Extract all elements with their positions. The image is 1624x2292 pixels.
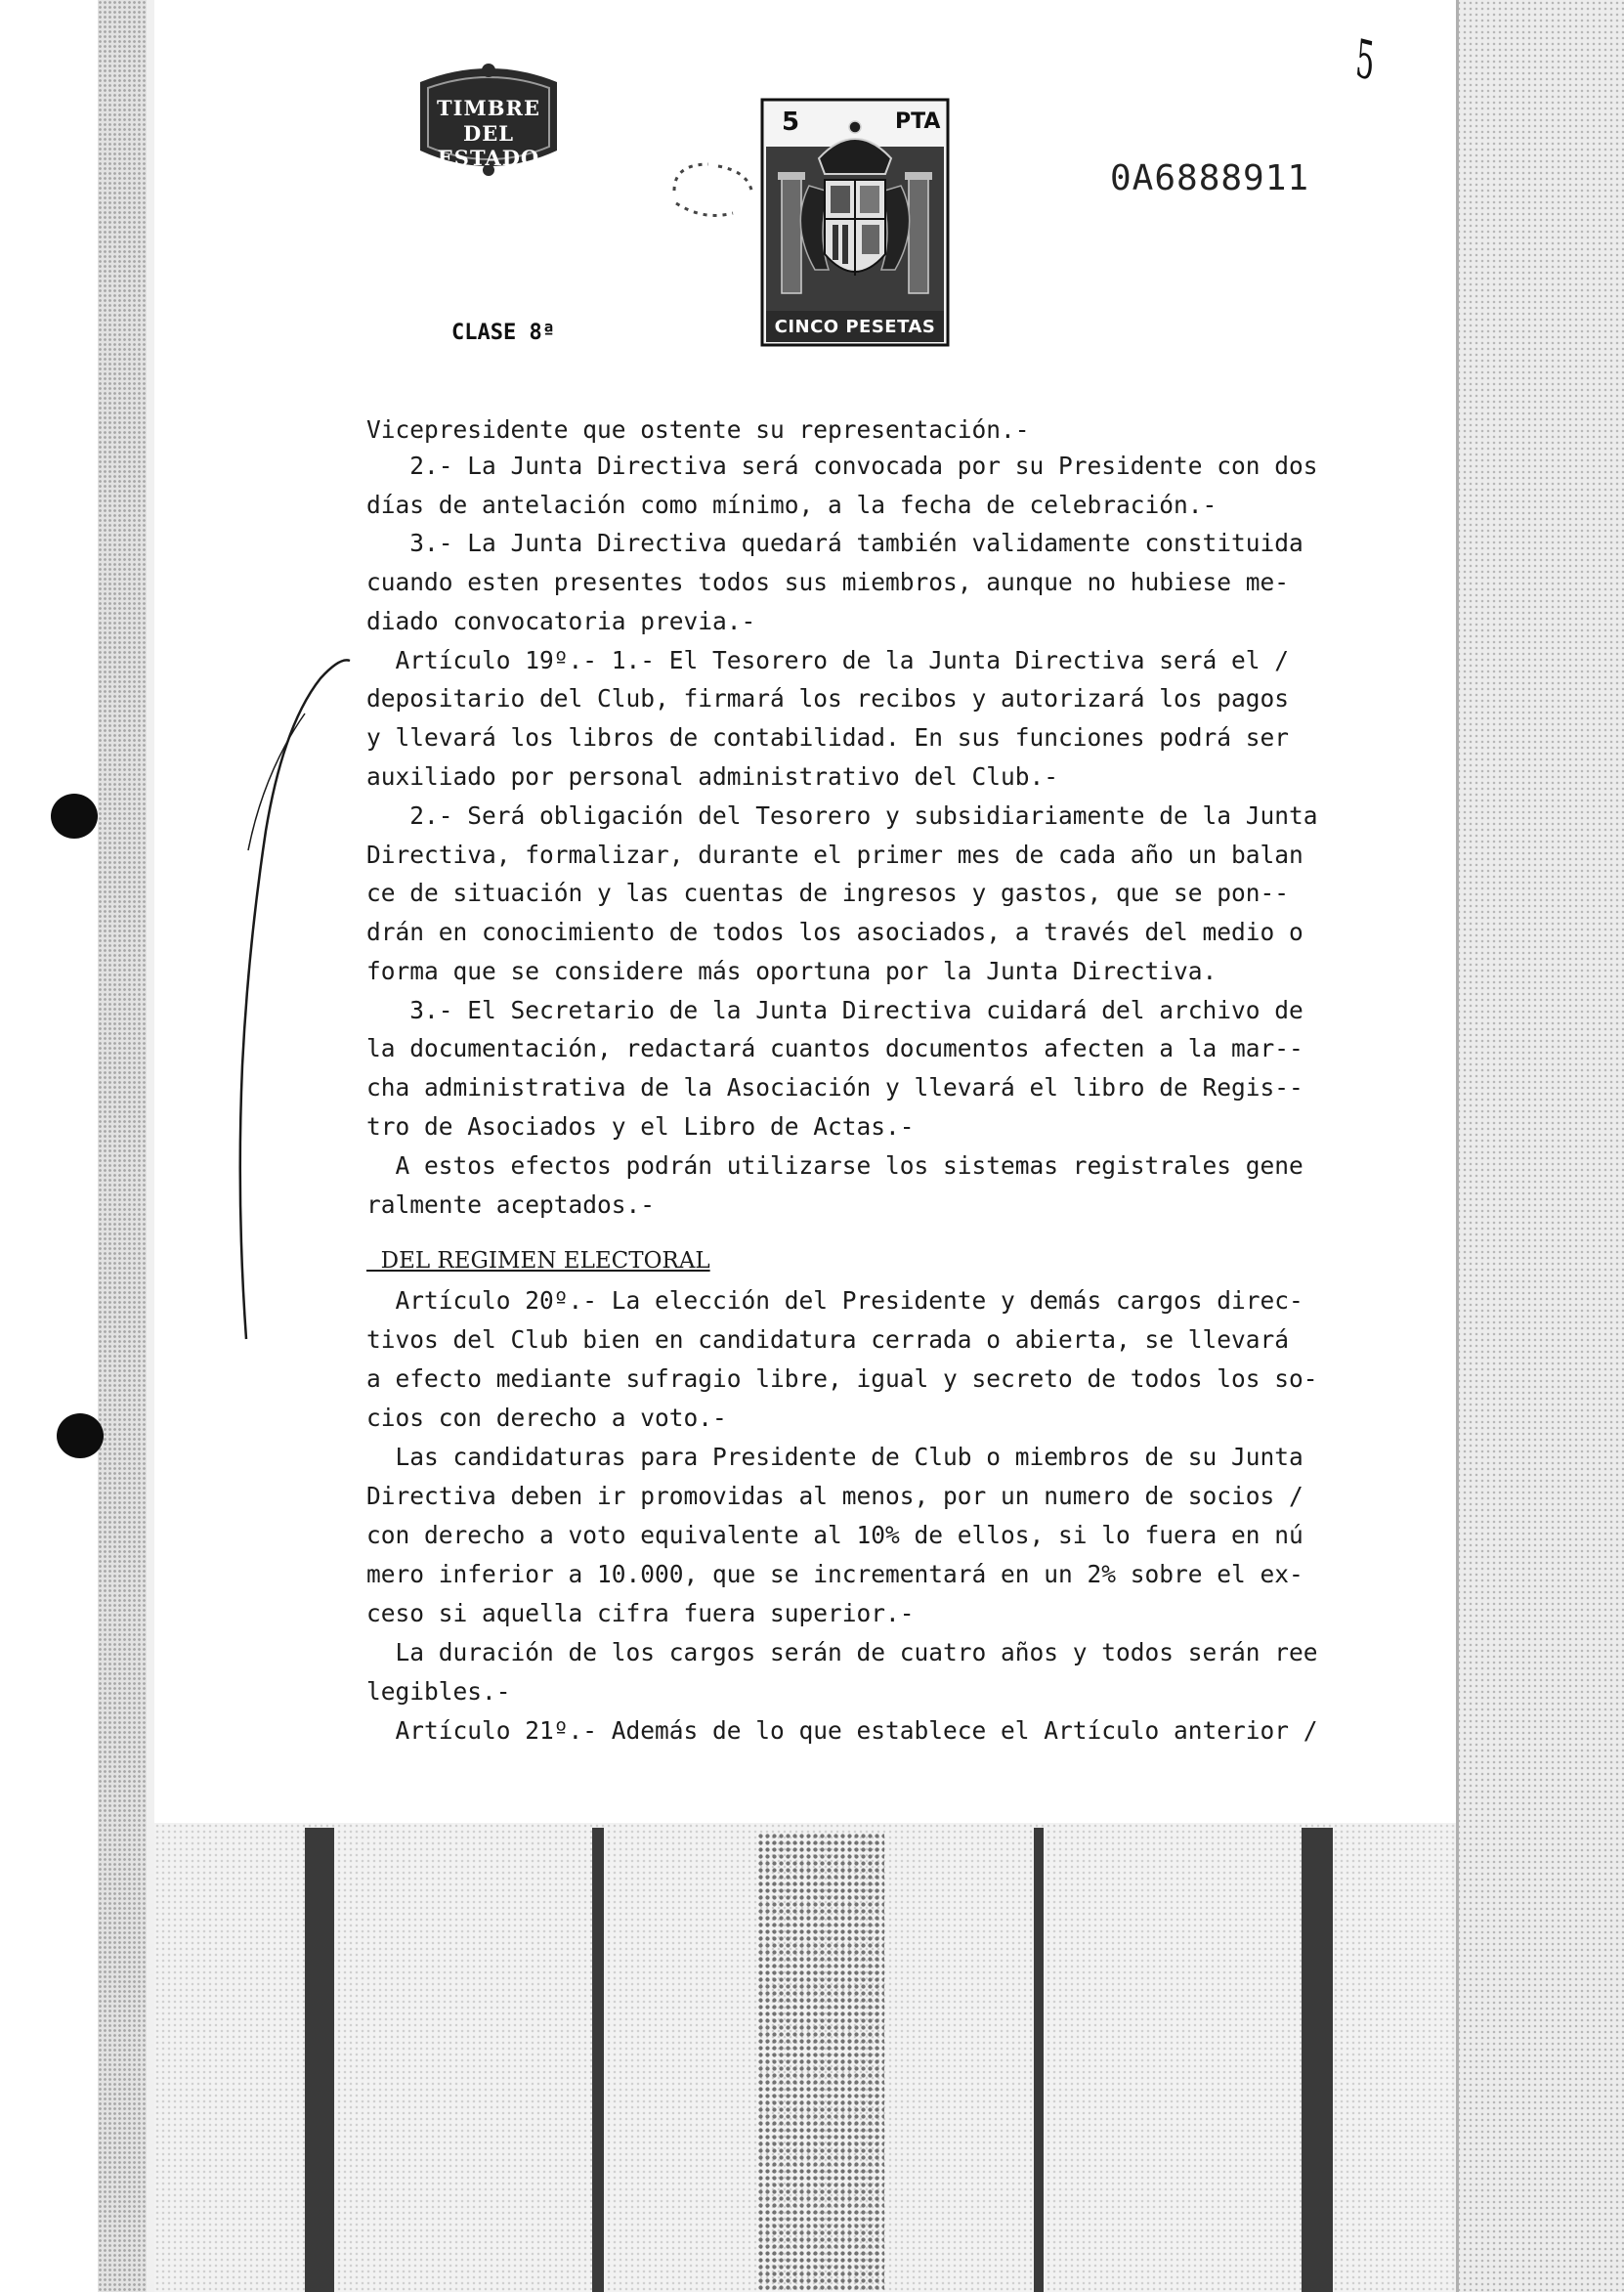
scan-bottom-pattern (757, 1833, 884, 2292)
scan-bottom-bar (592, 1828, 604, 2292)
clase-label: CLASE 8ª (451, 321, 555, 345)
text-line: depositario del Club, firmará los recibos y autorizará los pagos (366, 684, 1290, 713)
text-line: Vicepresidente que ostente su representación.- (366, 415, 1030, 444)
text-line: Artículo 21º.- Además de lo que establece el Artículo anterior / (366, 1716, 1318, 1745)
scan-bottom-bar (1302, 1828, 1333, 2292)
text-line: drán en conocimiento de todos los asociados, a través del medio o (366, 918, 1303, 946)
punch-hole-icon (51, 794, 98, 839)
text-line: cuando esten presentes todos sus miembros, aunque no hubiese me- (366, 568, 1290, 596)
text-line: La duración de los cargos serán de cuatro años y todos serán ree (366, 1638, 1318, 1666)
scan-right-edge (1456, 0, 1624, 2292)
scan-right-edge-line (1456, 0, 1459, 2292)
handwritten-margin-mark-icon (225, 655, 362, 1359)
text-line: Artículo 20º.- La elección del Presidente y demás cargos direc- (366, 1286, 1303, 1315)
revenue-stamp (760, 98, 950, 347)
text-line: A estos efectos podrán utilizarse los sistemas registrales gene (366, 1151, 1303, 1180)
text-line: 3.- La Junta Directiva quedará también validamente constituida (366, 529, 1303, 557)
text-line: 3.- El Secretario de la Junta Directiva cuidará del archivo de (366, 996, 1303, 1024)
page-number: 5 (1353, 26, 1377, 94)
text-line: Directiva deben ir promovidas al menos, por un numero de socios / (366, 1482, 1303, 1510)
text-line: ce de situación y las cuentas de ingresos y gastos, que se pon-- (366, 879, 1290, 907)
punch-hole-icon (57, 1413, 104, 1458)
seal-line-1: TIMBRE (437, 96, 540, 120)
serial-number: 0A6888911 (1110, 158, 1310, 198)
seal-line-2: DEL ESTADO (437, 121, 540, 170)
timbre-del-estado-seal (410, 61, 567, 178)
text-line: mero inferior a 10.000, que se incrementará en un 2% sobre el ex- (366, 1560, 1303, 1588)
text-line: ralmente aceptados.- (366, 1190, 656, 1219)
text-line: legibles.- (366, 1677, 511, 1706)
text-line: 2.- La Junta Directiva será convocada por su Presidente con dos (366, 452, 1318, 480)
scan-bottom-bar (305, 1828, 334, 2292)
text-line: ceso si aquella cifra fuera superior.- (366, 1599, 915, 1627)
postmark-icon (664, 156, 762, 225)
text-line: días de antelación como mínimo, a la fecha de celebración.- (366, 491, 1218, 519)
text-line: cha administrativa de la Asociación y llevará el libro de Regis-- (366, 1073, 1303, 1102)
scan-bottom-bar (1034, 1828, 1044, 2292)
stamp-unit: PTA (895, 109, 941, 134)
text-line: cios con derecho a voto.- (366, 1404, 727, 1432)
text-line: Artículo 19º.- 1.- El Tesorero de la Junta Directiva será el / (366, 646, 1290, 674)
text-line: 2.- Será obligación del Tesorero y subsidiariamente de la Junta (366, 801, 1318, 830)
scan-left-edge-highlight (147, 0, 154, 2292)
stamp-value: 5 (782, 108, 800, 137)
text-line: a efecto mediante sufragio libre, igual y secreto de todos los so- (366, 1364, 1318, 1393)
text-line: con derecho a voto equivalente al 10% de ellos, si lo fuera en nú (366, 1521, 1303, 1549)
text-line: auxiliado por personal administrativo del Club.- (366, 762, 1059, 791)
text-line: diado convocatoria previa.- (366, 607, 756, 635)
text-line: y llevará los libros de contabilidad. En sus funciones podrá ser (366, 723, 1290, 752)
text-line: tivos del Club bien en candidatura cerrada o abierta, se llevará (366, 1325, 1290, 1354)
section-heading: DEL REGIMEN ELECTORAL (366, 1248, 710, 1274)
stamp-caption: CINCO PESETAS (774, 317, 936, 337)
text-line: Las candidaturas para Presidente de Club o miembros de su Junta (366, 1443, 1303, 1471)
text-line: Directiva, formalizar, durante el primer mes de cada año un balan (366, 841, 1303, 869)
text-line: forma que se considere más oportuna por la Junta Directiva. (366, 957, 1218, 985)
text-line: la documentación, redactará cuantos documentos afecten a la mar-- (366, 1034, 1303, 1062)
text-line: tro de Asociados y el Libro de Actas.- (366, 1112, 915, 1141)
